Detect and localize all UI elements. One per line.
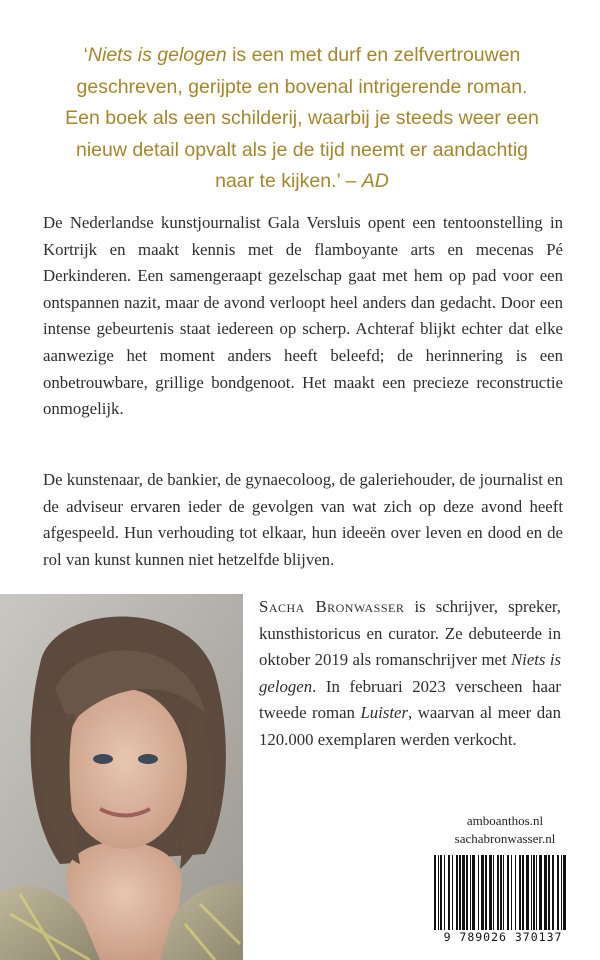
barcode-bar <box>519 855 521 931</box>
review-text: is een met durf en zelfvertrouwen geschreven, gerijpte en bovenal intrigerende roman. Een boek als een schilderij, waarbij je steeds weer een nieuw detail opvalt als je de tijd neemt er aandachtig naar te kijken.’ – <box>65 44 539 192</box>
barcode-bar <box>493 855 494 931</box>
publisher-urls <box>430 812 580 848</box>
barcode-bar <box>544 855 547 931</box>
author-name: Sacha Bronwasser <box>259 597 405 616</box>
bio-text-2: . In februari 2023 verscheen haar tweede roman <box>259 676 561 723</box>
barcode-bar <box>466 855 468 931</box>
bio-text-1: is schrijver, spreker, kunsthistoricus en curator. Ze debuteerde in oktober 2019 als romanschrijver met <box>259 597 562 670</box>
barcode-bar <box>557 855 559 931</box>
barcode-bar <box>478 855 479 931</box>
bio-book-2: Luister <box>360 703 408 723</box>
barcode-bar <box>459 855 461 931</box>
author-bio <box>259 594 561 754</box>
barcode-bar <box>462 855 465 931</box>
barcode-bar <box>485 855 487 931</box>
barcode-bar <box>503 855 504 931</box>
barcode-bar <box>522 855 524 931</box>
author-url: sachabronwasser.nl <box>454 831 556 846</box>
barcode-bar <box>489 855 492 931</box>
open-quote-mark: ‘ <box>83 44 88 66</box>
barcode-bar <box>552 855 554 931</box>
barcode-bar <box>539 855 542 931</box>
review-source: AD <box>361 170 389 192</box>
publisher-url: amboanthos.nl <box>466 813 544 828</box>
barcode-bar <box>470 855 471 931</box>
barcode-bar <box>548 855 550 931</box>
barcode-bar <box>452 855 453 931</box>
barcode-bar <box>434 855 436 931</box>
barcode-bar <box>531 855 532 931</box>
quoted-book-title: Niets is gelogen <box>87 44 227 66</box>
barcode-bar <box>536 855 537 931</box>
barcode-bar <box>511 855 512 931</box>
synopsis-paragraph-1: De Nederlandse kunstjournalist Gala Versluis opent een tentoonstelling in Kortrijk en maakt kennis met de flamboyante arts en mecenas Pé Derkinderen. Een samengeraapt gezelschap gaat met hem op pad voor een ontspannen nazit, maar de avond verloopt heel anders dan gedacht. Door een intense gebeurtenis staat iedereen op scherp. Achteraf blijkt echter dat elke aanwezige het moment anders heeft beleefd; de herinnering is een onbetrouwbare, grillige bondgenoot. Het maakt een precieze reconstructie onmogelijk. <box>43 213 563 419</box>
bio-book-1: Niets is gelogen <box>259 650 562 696</box>
barcode-bar <box>515 855 516 931</box>
barcode-bar <box>561 855 562 931</box>
barcode-bar <box>497 855 499 931</box>
bio-text-3: , waarvan al meer dan 120.000 exemplaren werden verkocht. <box>259 703 561 749</box>
barcode-bar <box>533 855 535 931</box>
barcode-bar <box>507 855 509 931</box>
barcode-bar <box>481 855 484 931</box>
barcode-bar <box>563 855 566 931</box>
barcode-bar <box>444 855 445 931</box>
barcode-bar <box>440 855 442 931</box>
barcode-bar <box>500 855 502 931</box>
review-quote <box>58 40 546 198</box>
barcode-bar <box>472 855 475 931</box>
barcode-bar <box>438 855 439 931</box>
author-photo <box>0 594 243 960</box>
barcode-bar <box>526 855 529 931</box>
barcode-bar <box>448 855 450 931</box>
synopsis-paragraph-2: De kunstenaar, de bankier, de gynaecoloog, de galeriehouder, de journalist en de adviseur ervaren ieder de gevolgen van wat zich op deze avond heeft afgespeeld. Hun verhouding tot elkaar, hun ideeën over leven en dood en de rol van kunst kunnen niet hetzelfde blijven. <box>43 470 563 569</box>
isbn-number: 9 789026 370137 <box>428 930 578 944</box>
barcode-bar <box>456 855 458 931</box>
